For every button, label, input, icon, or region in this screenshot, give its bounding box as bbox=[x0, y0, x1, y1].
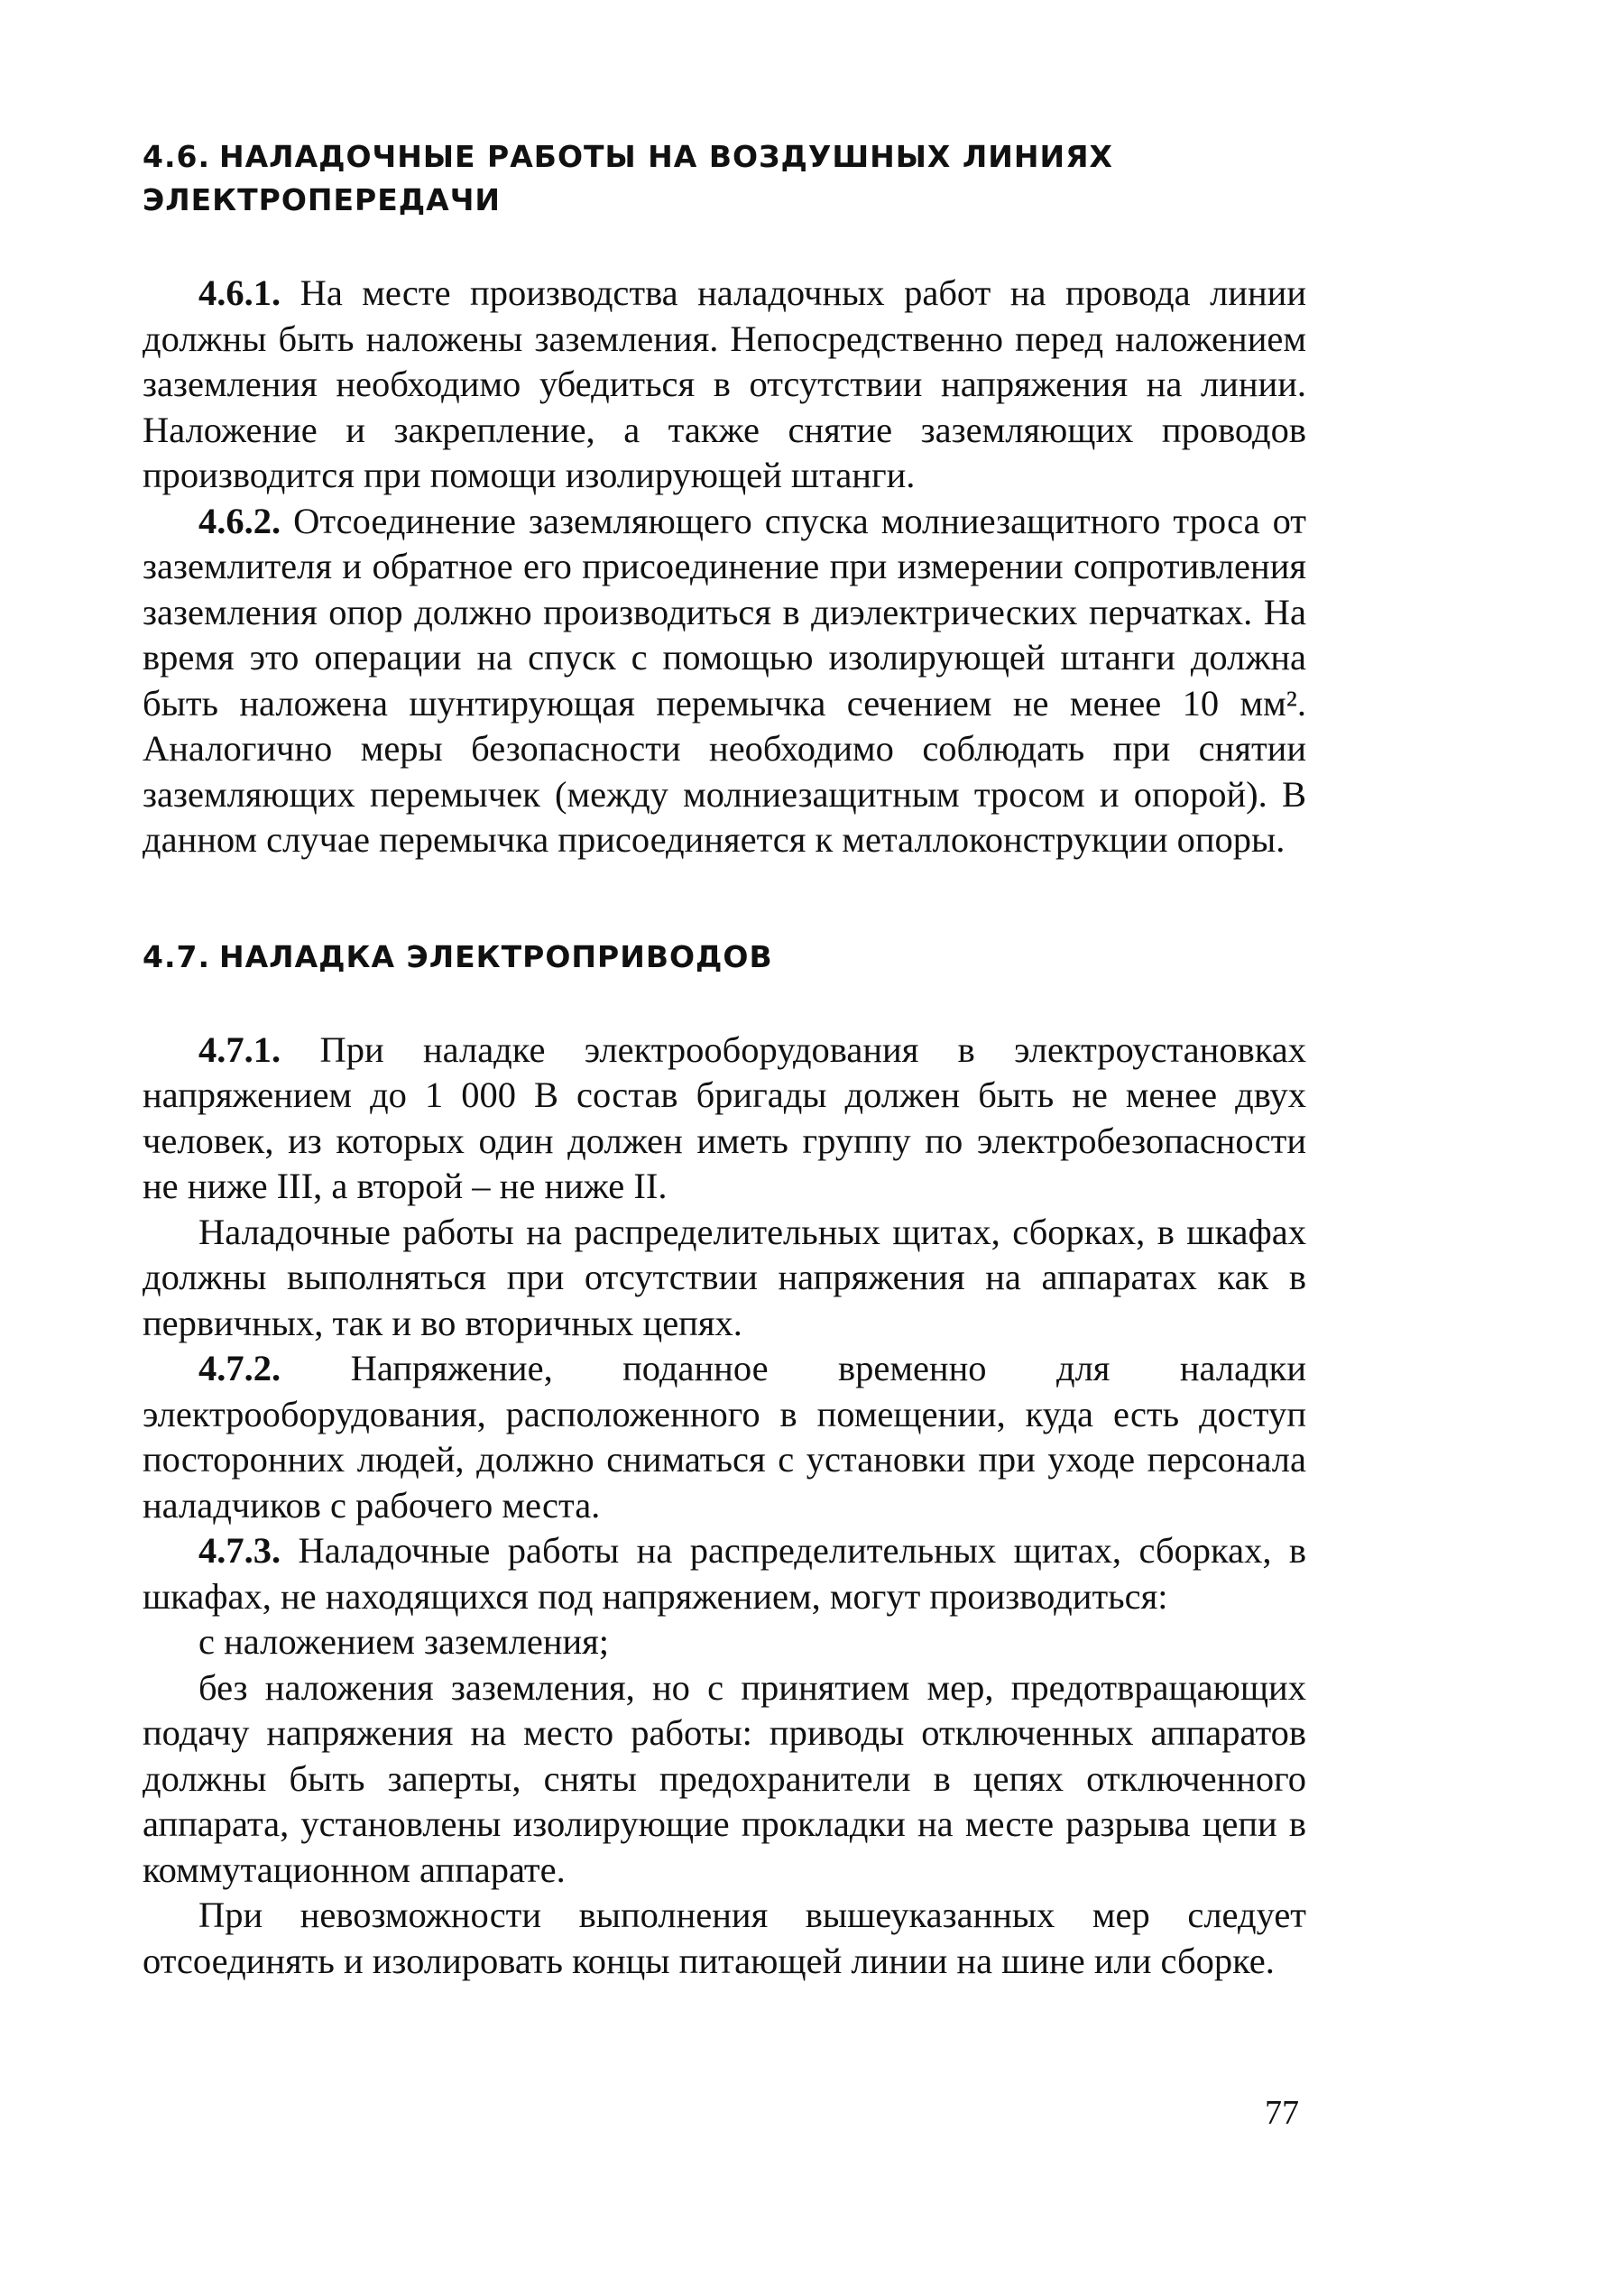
paragraph-text: На месте производства наладочных работ на провода линии должны быть наложены заземления. Непосредственно перед наложением заземления необходимо убедиться в отсутствии напряжения на линии. Наложение и закрепление, а также снятие заземляющих проводов производится при помощи изолирующей штанги. bbox=[143, 272, 1307, 495]
paragraph-text: Отсоединение заземляющего спуска молниезащитного троса от заземлителя и обратное его присоединение при измерении сопротивления заземления опор должно производиться в диэлектрических перчатках. На время это операции на спуск с помощью изолирующей штанги должна быть наложена шунтирующая перемычка сечением не менее 10 мм². Аналогично меры безопасности необходимо соблюдать при снятии заземляющих перемычек (между молниезащитным тросом и опорой). В данном случае перемычка присоединяется к металлоконструкции опоры. bbox=[143, 500, 1306, 860]
section-title: НАЛАДОЧНЫЕ РАБОТЫ НА ВОЗДУШНЫХ ЛИНИЯХ ЭЛЕКТРОПЕРЕДАЧИ bbox=[143, 139, 1113, 217]
paragraph-text: Наладочные работы на распределительных щитах, сборках, в шкафах, не находящихся под напряжением, могут производиться: bbox=[143, 1530, 1307, 1617]
page-number: 77 bbox=[1265, 2094, 1299, 2132]
paragraph-4-7-3-final bbox=[143, 1893, 1306, 1984]
paragraph-4-7-3-item-2 bbox=[143, 1665, 1306, 1894]
paragraph-text: с наложением заземления; bbox=[198, 1621, 610, 1662]
section-number: 4.6. bbox=[143, 139, 210, 174]
section-title: НАЛАДКА ЭЛЕКТРОПРИВОДОВ bbox=[219, 938, 773, 974]
paragraph-text: Напряжение, поданное временно для наладки электрооборудования, расположенного в помещении, куда есть доступ посторонних людей, должно сниматься с установки при уходе персонала наладчиков с рабочего места. bbox=[143, 1348, 1307, 1526]
paragraph-text: без наложения заземления, но с принятием мер, предотвращающих подачу напряжения на место работы: приводы отключенных аппаратов должны быть заперты, сняты предохранители в цепях отключенного аппарата, установлены изолирующие прокладки на месте разрыва цепи в коммутационном аппарате. bbox=[143, 1666, 1306, 1890]
paragraph-4-7-3-item-1 bbox=[143, 1619, 1306, 1665]
paragraph-text: При наладке электрооборудования в электроустановках напряжением до 1 000 В состав бригады должен быть не менее двух человек, из которых один должен иметь группу по электробезопасности не ниже III, а второй – не ниже II. bbox=[143, 1028, 1306, 1206]
paragraph-text: Наладочные работы на распределительных щитах, сборках, в шкафах должны выполняться при отсутствии напряжения на аппаратах как в первичных, так и во вторичных цепях. bbox=[143, 1211, 1306, 1343]
page-body bbox=[143, 135, 1306, 1984]
paragraph-4-6-2 bbox=[143, 499, 1306, 863]
paragraph-4-7-2 bbox=[143, 1346, 1306, 1528]
paragraph-text: При невозможности выполнения вышеуказанных мер следует отсоединять и изолировать концы питающей линии на шине или сборке. bbox=[143, 1895, 1306, 1981]
paragraph-4-6-1 bbox=[143, 271, 1306, 499]
paragraph-4-7-1 bbox=[143, 1028, 1306, 1210]
section-number: 4.7. bbox=[143, 938, 210, 974]
section-heading-4-7 bbox=[143, 936, 1306, 979]
paragraph-number: 4.6.1. bbox=[198, 272, 281, 313]
paragraph-number: 4.7.3. bbox=[198, 1530, 281, 1571]
section-heading-4-6 bbox=[143, 135, 1306, 222]
paragraph-4-7-3 bbox=[143, 1528, 1306, 1619]
paragraph-number: 4.7.2. bbox=[198, 1348, 281, 1388]
paragraph-number: 4.6.2. bbox=[198, 500, 281, 541]
paragraph-number: 4.7.1. bbox=[198, 1028, 281, 1070]
paragraph-4-7-1-cont bbox=[143, 1210, 1306, 1347]
